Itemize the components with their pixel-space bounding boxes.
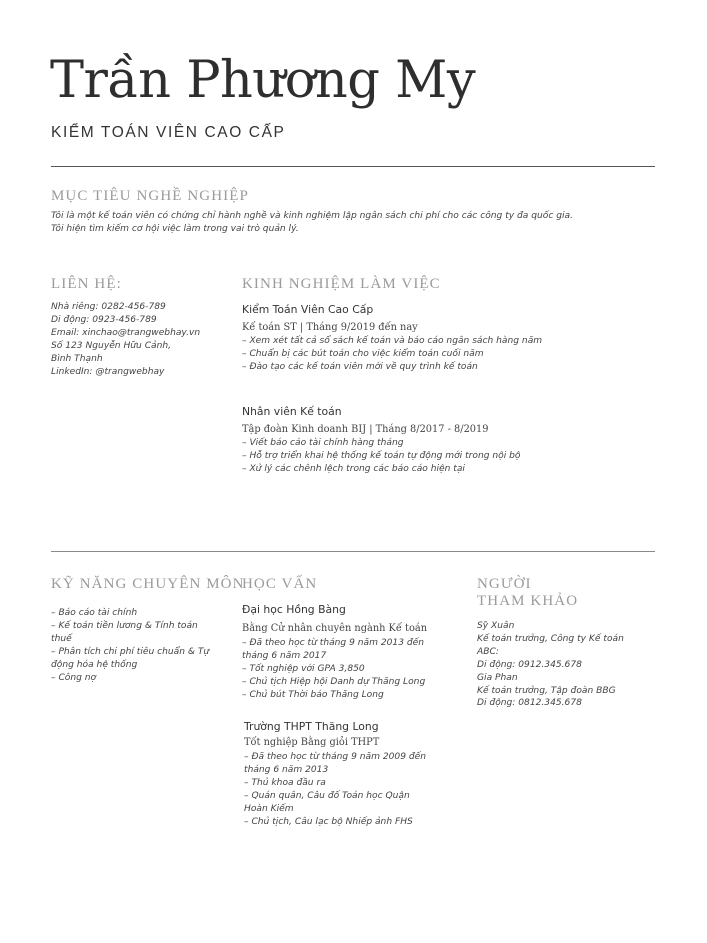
job-bullets [242, 335, 542, 374]
objective-line: Tôi là một kế toán viên có chứng chỉ hành nghề và kinh nghiệm lập ngân sách chi phí cho các công ty đa quốc gia. [51, 211, 574, 221]
school-detail: – Chủ bút Thời báo Thăng Long [242, 689, 384, 700]
objective-line: Tôi hiện tìm kiếm cơ hội việc làm trong vai trò quản lý. [51, 223, 299, 234]
contact-address: Số 123 Nguyễn Hữu Cảnh, [51, 340, 172, 351]
school-name: Đại học Hồng Bàng [242, 603, 346, 616]
references-heading [477, 576, 578, 610]
contact-home-phone: Nhà riêng: 0282-456-789 [51, 302, 166, 312]
reference-position: Kế toán trưởng, Công ty Kế toán [477, 633, 624, 644]
school-detail: tháng 6 năm 2017 [242, 650, 327, 661]
school-details [242, 637, 427, 702]
contact-address-district: Bình Thạnh [51, 353, 103, 364]
school-detail: – Quán quân, Câu đố Toán học Quận [244, 790, 410, 801]
school-detail: – Đã theo học từ tháng 9 năm 2013 đến [242, 638, 425, 648]
school-detail: – Đã theo học từ tháng 9 năm 2009 đến [244, 752, 427, 762]
contact-heading: LIÊN HỆ: [51, 276, 122, 292]
school-detail: – Chủ tịch, Câu lạc bộ Nhiếp ảnh FHS [244, 816, 413, 827]
header-divider [51, 166, 655, 167]
reference-name: Sỹ Xuân [477, 621, 515, 631]
school-detail: – Chủ tịch Hiệp hội Danh dự Thăng Long [242, 676, 426, 687]
skill-item-cont: thuế [51, 633, 72, 644]
skill-item: – Công nợ [51, 672, 97, 683]
reference-phone: Di động: 0912.345.678 [477, 659, 582, 670]
job-bullet: – Chuẩn bị các bút toán cho việc kiểm toán cuối năm [242, 348, 484, 359]
contact-mobile-phone: Di động: 0923-456-789 [51, 314, 157, 325]
reference-phone: Di động: 0812.345.678 [477, 698, 582, 709]
job-bullet: – Xử lý các chênh lệch trong các báo cáo hiện tại [242, 463, 465, 474]
school-details [244, 751, 426, 828]
job-bullet: – Hỗ trợ triển khai hệ thống kế toán tự động mới trong nội bộ [242, 450, 521, 461]
school-detail: tháng 6 năm 2013 [244, 764, 329, 775]
skills-list [51, 607, 209, 684]
school-detail: Hoàn Kiếm [244, 803, 294, 814]
candidate-title: KIỂM TOÁN VIÊN CAO CẤP [51, 124, 286, 141]
school-name: Trường THPT Thăng Long [244, 720, 379, 733]
job-bullet: – Viết báo cáo tài chính hàng tháng [242, 438, 404, 448]
contact-email[interactable]: Email: xinchao@trangwebhay.vn [51, 327, 201, 338]
contact-linkedin[interactable]: LinkedIn: @trangwebhay [51, 366, 165, 377]
skill-item: – Kế toán tiền lương & Tính toán [51, 620, 198, 631]
education-entry [242, 603, 427, 702]
candidate-name: Trần Phương My [50, 51, 476, 110]
job-bullets [242, 437, 520, 476]
school-degree: Tốt nghiệp Bằng giỏi THPT [244, 737, 380, 748]
objective-text [51, 210, 573, 236]
job-entry [242, 303, 542, 374]
education-entry [244, 720, 426, 828]
skill-item: – Phân tích chi phí tiêu chuẩn & Tự [51, 646, 210, 657]
job-title: Kiểm Toán Viên Cao Cấp [242, 303, 374, 316]
school-degree: Bằng Cử nhân chuyên ngành Kế toán [242, 623, 428, 634]
skills-heading: KỸ NĂNG CHUYÊN MÔN [51, 576, 245, 592]
job-title: Nhân viên Kế toán [242, 405, 342, 418]
references-list [477, 620, 624, 710]
references-heading-line: NGƯỜI [477, 576, 532, 592]
contact-list [51, 301, 200, 378]
job-company-dates: Tập đoàn Kinh doanh BIJ | Tháng 8/2017 - 8/2019 [242, 424, 489, 435]
reference-name: Gia Phan [477, 672, 518, 683]
section-divider [51, 551, 655, 552]
job-entry [242, 405, 520, 476]
reference-position-cont: ABC: [477, 646, 499, 657]
school-detail: – Thủ khoa đầu ra [244, 777, 326, 788]
reference-position: Kế toán trưởng, Tập đoàn BBG [477, 685, 616, 696]
references-heading-line: THAM KHẢO [477, 593, 579, 609]
school-detail: – Tốt nghiệp với GPA 3,850 [242, 663, 365, 674]
skill-item: – Báo cáo tài chính [51, 608, 138, 618]
job-company-dates: Kế toán ST | Tháng 9/2019 đến nay [242, 322, 418, 333]
education-heading: HỌC VẤN [242, 576, 318, 592]
job-bullet: – Đào tạo các kế toán viên mới về quy trình kế toán [242, 361, 478, 372]
job-bullet: – Xem xét tất cả sổ sách kế toán và báo cáo ngân sách hàng năm [242, 336, 543, 346]
experience-heading: KINH NGHIỆM LÀM VIỆC [242, 276, 441, 292]
skill-item-cont: động hóa hệ thống [51, 659, 138, 670]
objective-heading: MỤC TIÊU NGHỀ NGHIỆP [51, 188, 249, 204]
